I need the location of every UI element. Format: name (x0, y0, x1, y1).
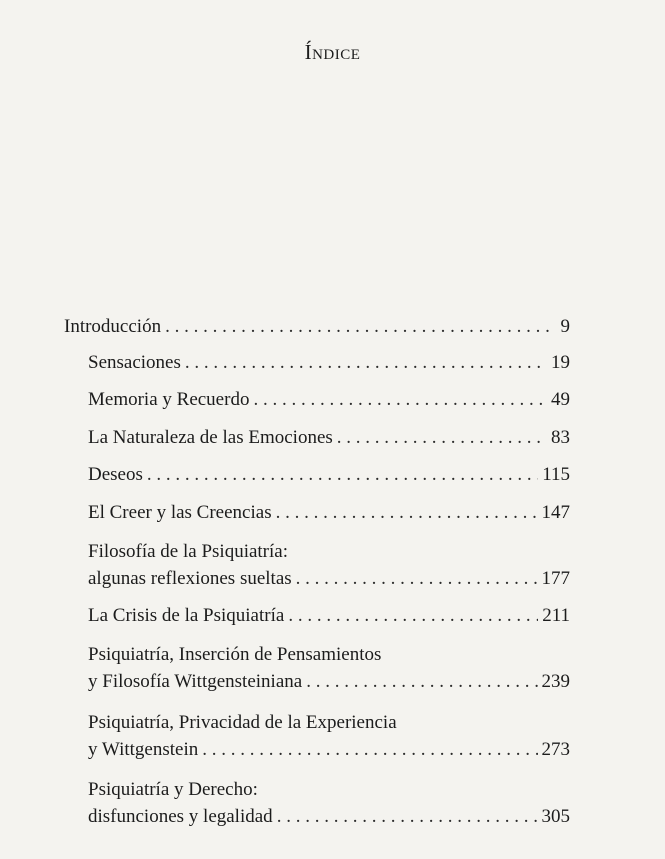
toc-entry-title-line2: y Wittgenstein (88, 739, 199, 760)
toc-entry-memoria[interactable] (64, 389, 570, 411)
toc-entry-title-line1: Psiquiatría y Derecho: (88, 779, 258, 800)
page-title: Índice (304, 40, 361, 64)
toc-entry-title-line2: disfunciones y legalidad (88, 806, 273, 827)
toc-entry-derecho[interactable] (64, 779, 570, 828)
toc-entry-crisis[interactable] (64, 605, 570, 627)
dot-leader (306, 671, 537, 693)
toc-entry-title: Deseos (88, 464, 143, 485)
toc-entry-filosofia-psiquiatria[interactable] (64, 541, 570, 590)
toc-entry-page: 147 (541, 502, 570, 523)
toc-entry-page: 19 (551, 352, 570, 373)
toc-entry-creencias[interactable] (64, 502, 570, 524)
toc-entry-title-line1: Filosofía de la Psiquiatría: (88, 541, 289, 562)
toc-entry-title-line2: algunas reflexiones sueltas (88, 568, 292, 589)
dot-leader (276, 502, 538, 524)
toc-entry-page: 305 (541, 806, 570, 827)
toc-entry-title: El Creer y las Creencias (88, 502, 272, 523)
toc-entry-title-line1: Psiquiatría, Inserción de Pensamientos (88, 644, 382, 665)
toc-entry-title: La Naturaleza de las Emociones (88, 427, 333, 448)
toc-entry-page: 9 (560, 316, 570, 337)
toc-entry-page: 239 (541, 671, 570, 692)
toc-entry-deseos[interactable] (64, 464, 570, 486)
toc-entry-introduccion[interactable] (64, 316, 570, 338)
dot-leader (147, 464, 538, 486)
toc-entry-title: La Crisis de la Psiquiatría (88, 605, 285, 626)
toc-entry-title-line1: Psiquiatría, Privacidad de la Experiencia (88, 712, 397, 733)
toc-entry-privacidad[interactable] (64, 712, 570, 761)
dot-leader (277, 806, 538, 828)
dot-leader (202, 739, 537, 761)
toc-entry-page: 273 (541, 739, 570, 760)
toc-entry-emociones[interactable] (64, 427, 570, 449)
dot-leader (165, 316, 552, 338)
toc-entry-insercion[interactable] (64, 644, 570, 693)
toc-entry-title: Introducción (64, 316, 162, 337)
toc-entry-page: 83 (551, 427, 570, 448)
toc-entry-page: 49 (551, 389, 570, 410)
toc-entry-page: 115 (542, 464, 570, 485)
toc-entry-title-line2: y Filosofía Wittgensteiniana (88, 671, 303, 692)
toc-entry-page: 177 (541, 568, 570, 589)
toc-entry-title: Memoria y Recuerdo (88, 389, 250, 410)
dot-leader (185, 352, 547, 374)
toc-entry-sensaciones[interactable] (64, 352, 570, 374)
dot-leader (296, 568, 538, 590)
dot-leader (288, 605, 538, 627)
dot-leader (337, 427, 547, 449)
dot-leader (253, 389, 547, 411)
toc-entry-title: Sensaciones (88, 352, 181, 373)
toc-entry-page: 211 (542, 605, 570, 626)
